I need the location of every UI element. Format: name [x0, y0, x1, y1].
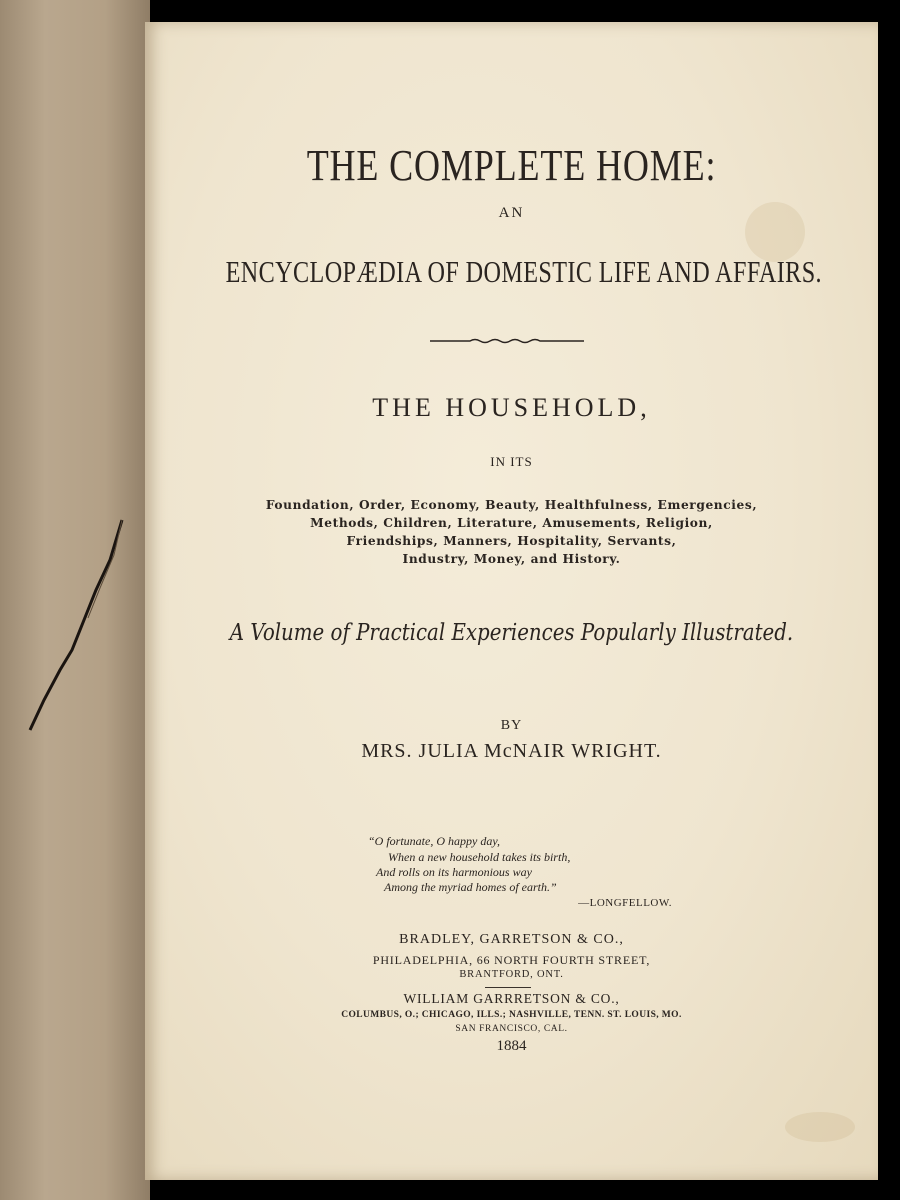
- book-subtitle: ENCYCLOPÆDIA OF DOMESTIC LIFE AND AFFAIRS.: [225, 254, 822, 289]
- publisher-branch: BRANTFORD, ONT.: [459, 969, 564, 980]
- epigraph-line: And rolls on its harmonious way: [376, 865, 532, 879]
- ornament-divider-icon: [430, 336, 584, 346]
- epigraph-line: “O fortunate, O happy day,: [368, 834, 500, 848]
- publisher-name-2: WILLIAM GARRRETSON & CO.,: [403, 991, 620, 1006]
- epigraph-line: When a new household takes its birth,: [388, 850, 571, 864]
- topics-line: Methods, Children, Literature, Amusements, Religion,: [310, 516, 713, 530]
- title-page: [145, 22, 878, 1180]
- book-title: THE COMPLETE HOME:: [306, 141, 717, 190]
- publisher-name: BRADLEY, GARRETSON & CO.,: [399, 932, 624, 947]
- epigraph-line: Among the myriad homes of earth.”: [384, 880, 557, 894]
- author-name: MRS. JULIA McNAIR WRIGHT.: [361, 740, 662, 762]
- an-label: AN: [498, 205, 525, 221]
- household-heading: THE HOUSEHOLD,: [372, 393, 651, 422]
- flyleaf: [0, 0, 150, 1200]
- by-label: BY: [500, 718, 523, 733]
- epigraph-attribution: —LONGFELLOW.: [578, 897, 672, 909]
- topics-line: Foundation, Order, Economy, Beauty, Healthfulness, Emergencies,: [265, 498, 758, 512]
- publisher-cities: COLUMBUS, O.; CHICAGO, ILLS.; NASHVILLE, TENN. ST. LOUIS, MO.: [341, 1010, 682, 1020]
- publication-year: 1884: [496, 1038, 527, 1054]
- topics-line: Industry, Money, and History.: [402, 552, 621, 566]
- paper-tear: [0, 0, 150, 1200]
- in-its-label: IN ITS: [490, 454, 533, 469]
- tagline: A Volume of Practical Experiences Popularly Illustrated.: [229, 620, 794, 646]
- topics-line: Friendships, Manners, Hospitality, Servants,: [346, 534, 677, 548]
- publisher-address: PHILADELPHIA, 66 NORTH FOURTH STREET,: [372, 953, 651, 967]
- publisher-divider: [485, 987, 531, 988]
- publisher-branch-2: SAN FRANCISCO, CAL.: [455, 1024, 568, 1034]
